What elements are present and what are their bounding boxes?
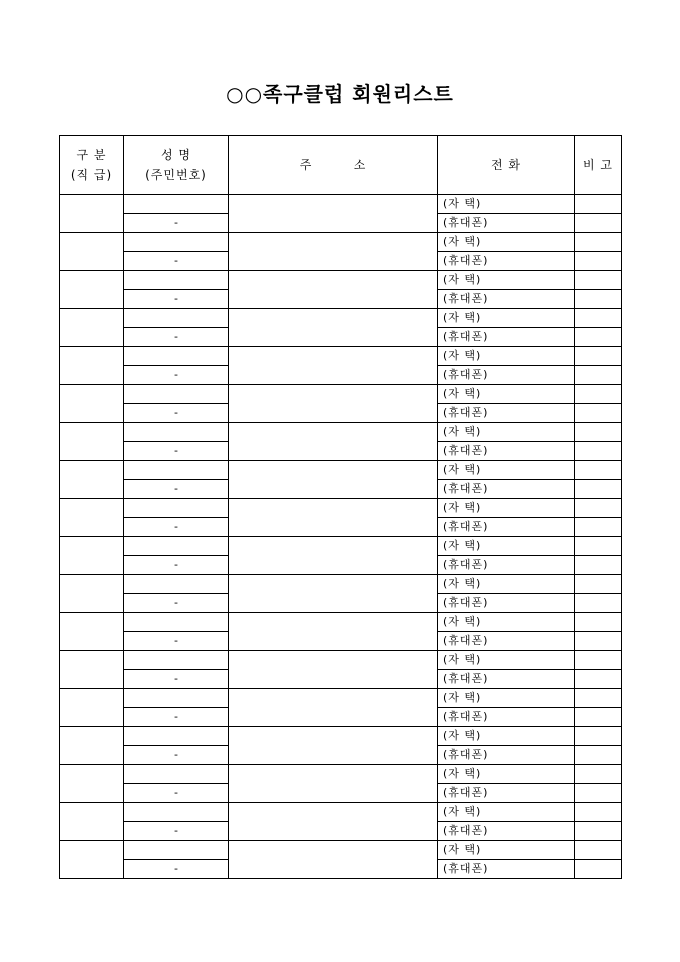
- category-cell[interactable]: [60, 195, 124, 233]
- mobile-phone-label: (휴대폰): [443, 710, 489, 723]
- note-cell-2[interactable]: [575, 328, 622, 347]
- id-number-cell[interactable]: [124, 252, 229, 271]
- member-row-home: [60, 309, 622, 328]
- mobile-phone-cell[interactable]: [438, 860, 575, 879]
- home-phone-label: (자 택): [443, 501, 482, 514]
- name-cell[interactable]: [124, 727, 229, 746]
- member-row-home: [60, 803, 622, 822]
- home-phone-label: (자 택): [443, 805, 482, 818]
- mobile-phone-label: (휴대폰): [443, 254, 489, 267]
- category-cell[interactable]: [60, 423, 124, 461]
- header-id-label: (주민번호): [145, 168, 207, 182]
- id-number-cell[interactable]: [124, 442, 229, 461]
- id-number-cell[interactable]: [124, 214, 229, 233]
- member-row-home: [60, 271, 622, 290]
- id-number-cell[interactable]: [124, 556, 229, 575]
- category-cell[interactable]: [60, 499, 124, 537]
- member-row-home: [60, 613, 622, 632]
- note-cell[interactable]: [575, 727, 622, 746]
- mobile-phone-cell[interactable]: [438, 328, 575, 347]
- id-separator: -: [174, 748, 178, 761]
- note-cell-2[interactable]: [575, 822, 622, 841]
- member-row-home: [60, 727, 622, 746]
- category-cell[interactable]: [60, 385, 124, 423]
- header-category: [60, 136, 124, 195]
- id-separator: -: [174, 330, 178, 343]
- note-cell[interactable]: [575, 347, 622, 366]
- name-cell[interactable]: [124, 841, 229, 860]
- mobile-phone-cell[interactable]: [438, 822, 575, 841]
- address-cell[interactable]: [229, 689, 438, 727]
- note-cell[interactable]: [575, 651, 622, 670]
- category-cell[interactable]: [60, 841, 124, 879]
- category-cell[interactable]: [60, 689, 124, 727]
- note-cell-2[interactable]: [575, 632, 622, 651]
- mobile-phone-cell[interactable]: [438, 594, 575, 613]
- home-phone-cell[interactable]: [438, 765, 575, 784]
- name-cell[interactable]: [124, 271, 229, 290]
- address-cell[interactable]: [229, 195, 438, 233]
- address-cell[interactable]: [229, 233, 438, 271]
- header-address: [229, 136, 438, 195]
- home-phone-cell[interactable]: [438, 575, 575, 594]
- home-phone-label: (자 택): [443, 387, 482, 400]
- header-address-label-2: 소: [353, 158, 367, 172]
- home-phone-label: (자 택): [443, 311, 482, 324]
- note-cell[interactable]: [575, 689, 622, 708]
- home-phone-label: (자 택): [443, 767, 482, 780]
- mobile-phone-cell[interactable]: [438, 556, 575, 575]
- home-phone-label: (자 택): [443, 539, 482, 552]
- category-cell[interactable]: [60, 309, 124, 347]
- home-phone-cell[interactable]: [438, 347, 575, 366]
- id-separator: -: [174, 786, 178, 799]
- id-separator: -: [174, 634, 178, 647]
- member-row-home: [60, 651, 622, 670]
- note-cell[interactable]: [575, 613, 622, 632]
- mobile-phone-cell[interactable]: [438, 404, 575, 423]
- id-separator: -: [174, 824, 178, 837]
- name-cell[interactable]: [124, 803, 229, 822]
- note-cell[interactable]: [575, 233, 622, 252]
- member-row-home: [60, 537, 622, 556]
- address-cell[interactable]: [229, 537, 438, 575]
- member-row-home: [60, 841, 622, 860]
- name-cell[interactable]: [124, 195, 229, 214]
- mobile-phone-label: (휴대폰): [443, 634, 489, 647]
- mobile-phone-cell[interactable]: [438, 784, 575, 803]
- note-cell-2[interactable]: [575, 746, 622, 765]
- address-cell[interactable]: [229, 727, 438, 765]
- home-phone-cell[interactable]: [438, 841, 575, 860]
- header-category-label: 구 분: [76, 148, 107, 162]
- id-number-cell[interactable]: [124, 632, 229, 651]
- home-phone-cell[interactable]: [438, 309, 575, 328]
- note-cell-2[interactable]: [575, 708, 622, 727]
- home-phone-cell[interactable]: [438, 233, 575, 252]
- name-cell[interactable]: [124, 613, 229, 632]
- id-number-cell[interactable]: [124, 670, 229, 689]
- category-cell[interactable]: [60, 613, 124, 651]
- note-cell[interactable]: [575, 195, 622, 214]
- category-cell[interactable]: [60, 803, 124, 841]
- note-cell-2[interactable]: [575, 252, 622, 271]
- address-cell[interactable]: [229, 613, 438, 651]
- home-phone-cell[interactable]: [438, 689, 575, 708]
- note-cell-2[interactable]: [575, 404, 622, 423]
- home-phone-label: (자 택): [443, 349, 482, 362]
- note-cell-2[interactable]: [575, 480, 622, 499]
- member-row-home: [60, 461, 622, 480]
- id-number-cell[interactable]: [124, 746, 229, 765]
- note-cell[interactable]: [575, 803, 622, 822]
- note-cell-2[interactable]: [575, 594, 622, 613]
- header-address-label-1: 주: [299, 158, 313, 172]
- home-phone-label: (자 택): [443, 615, 482, 628]
- mobile-phone-cell[interactable]: [438, 214, 575, 233]
- name-cell[interactable]: [124, 385, 229, 404]
- mobile-phone-label: (휴대폰): [443, 520, 489, 533]
- id-number-cell[interactable]: [124, 328, 229, 347]
- id-separator: -: [174, 368, 178, 381]
- mobile-phone-cell[interactable]: [438, 290, 575, 309]
- address-cell[interactable]: [229, 499, 438, 537]
- mobile-phone-label: (휴대폰): [443, 824, 489, 837]
- header-phone: 전 화: [438, 136, 575, 195]
- mobile-phone-cell[interactable]: [438, 442, 575, 461]
- home-phone-cell[interactable]: [438, 385, 575, 404]
- header-name: [124, 136, 229, 195]
- mobile-phone-cell[interactable]: [438, 708, 575, 727]
- category-cell[interactable]: [60, 271, 124, 309]
- name-cell[interactable]: [124, 461, 229, 480]
- mobile-phone-label: (휴대폰): [443, 482, 489, 495]
- home-phone-cell[interactable]: [438, 727, 575, 746]
- note-cell[interactable]: [575, 765, 622, 784]
- note-cell-2[interactable]: [575, 784, 622, 803]
- id-separator: -: [174, 710, 178, 723]
- home-phone-cell[interactable]: [438, 423, 575, 442]
- id-number-cell[interactable]: [124, 594, 229, 613]
- mobile-phone-label: (휴대폰): [443, 862, 489, 875]
- category-cell[interactable]: [60, 651, 124, 689]
- home-phone-cell[interactable]: [438, 271, 575, 290]
- home-phone-label: (자 택): [443, 273, 482, 286]
- member-row-home: [60, 765, 622, 784]
- home-phone-label: (자 택): [443, 691, 482, 704]
- mobile-phone-label: (휴대폰): [443, 216, 489, 229]
- member-row-home: [60, 499, 622, 518]
- mobile-phone-cell[interactable]: [438, 480, 575, 499]
- address-cell[interactable]: [229, 385, 438, 423]
- id-separator: -: [174, 444, 178, 457]
- mobile-phone-label: (휴대폰): [443, 292, 489, 305]
- mobile-phone-label: (휴대폰): [443, 558, 489, 571]
- home-phone-cell[interactable]: [438, 461, 575, 480]
- note-cell-2[interactable]: [575, 214, 622, 233]
- page-title: ○○족구클럽 회원리스트: [226, 82, 454, 106]
- mobile-phone-cell[interactable]: [438, 746, 575, 765]
- id-separator: -: [174, 292, 178, 305]
- home-phone-label: (자 택): [443, 425, 482, 438]
- category-cell[interactable]: [60, 347, 124, 385]
- mobile-phone-label: (휴대폰): [443, 368, 489, 381]
- address-cell[interactable]: [229, 271, 438, 309]
- note-cell[interactable]: [575, 423, 622, 442]
- id-number-cell[interactable]: [124, 518, 229, 537]
- id-number-cell[interactable]: [124, 860, 229, 879]
- mobile-phone-label: (휴대폰): [443, 786, 489, 799]
- note-cell[interactable]: [575, 499, 622, 518]
- address-cell[interactable]: [229, 347, 438, 385]
- header-row: [60, 136, 622, 195]
- mobile-phone-label: (휴대폰): [443, 596, 489, 609]
- member-row-home: [60, 575, 622, 594]
- category-cell[interactable]: [60, 461, 124, 499]
- id-number-cell[interactable]: [124, 290, 229, 309]
- note-cell[interactable]: [575, 575, 622, 594]
- note-cell-2[interactable]: [575, 290, 622, 309]
- note-cell-2[interactable]: [575, 366, 622, 385]
- category-cell[interactable]: [60, 537, 124, 575]
- note-cell[interactable]: [575, 385, 622, 404]
- home-phone-label: (자 택): [443, 577, 482, 590]
- member-row-home: [60, 347, 622, 366]
- mobile-phone-label: (휴대폰): [443, 672, 489, 685]
- id-number-cell[interactable]: [124, 784, 229, 803]
- name-cell[interactable]: [124, 309, 229, 328]
- mobile-phone-label: (휴대폰): [443, 406, 489, 419]
- id-separator: -: [174, 862, 178, 875]
- header-name-label: 성 명: [161, 148, 191, 162]
- member-row-home: [60, 423, 622, 442]
- id-number-cell[interactable]: [124, 822, 229, 841]
- note-cell-2[interactable]: [575, 556, 622, 575]
- id-number-cell[interactable]: [124, 366, 229, 385]
- note-cell-2[interactable]: [575, 442, 622, 461]
- note-cell[interactable]: [575, 841, 622, 860]
- member-table: [59, 135, 622, 879]
- address-cell[interactable]: [229, 803, 438, 841]
- mobile-phone-cell[interactable]: [438, 632, 575, 651]
- mobile-phone-label: (휴대폰): [443, 444, 489, 457]
- id-separator: -: [174, 596, 178, 609]
- id-number-cell[interactable]: [124, 708, 229, 727]
- category-cell[interactable]: [60, 575, 124, 613]
- name-cell[interactable]: [124, 689, 229, 708]
- header-rank-label: (직 급): [70, 168, 113, 182]
- category-cell[interactable]: [60, 727, 124, 765]
- category-cell[interactable]: [60, 765, 124, 803]
- name-cell[interactable]: [124, 499, 229, 518]
- note-cell[interactable]: [575, 537, 622, 556]
- category-cell[interactable]: [60, 233, 124, 271]
- mobile-phone-label: (휴대폰): [443, 748, 489, 761]
- address-cell[interactable]: [229, 651, 438, 689]
- name-cell[interactable]: [124, 575, 229, 594]
- id-number-cell[interactable]: [124, 480, 229, 499]
- mobile-phone-cell[interactable]: [438, 670, 575, 689]
- note-cell[interactable]: [575, 461, 622, 480]
- id-separator: -: [174, 558, 178, 571]
- note-cell-2[interactable]: [575, 860, 622, 879]
- home-phone-cell[interactable]: [438, 195, 575, 214]
- member-row-home: [60, 385, 622, 404]
- mobile-phone-cell[interactable]: [438, 252, 575, 271]
- member-row-home: [60, 195, 622, 214]
- home-phone-label: (자 택): [443, 235, 482, 248]
- home-phone-cell[interactable]: [438, 613, 575, 632]
- note-cell[interactable]: [575, 309, 622, 328]
- home-phone-label: (자 택): [443, 463, 482, 476]
- member-row-home: [60, 689, 622, 708]
- home-phone-cell[interactable]: [438, 803, 575, 822]
- home-phone-label: (자 택): [443, 197, 482, 210]
- name-cell[interactable]: [124, 423, 229, 442]
- name-cell[interactable]: [124, 651, 229, 670]
- header-note: 비 고: [575, 136, 622, 195]
- id-separator: -: [174, 216, 178, 229]
- mobile-phone-cell[interactable]: [438, 518, 575, 537]
- note-cell-2[interactable]: [575, 518, 622, 537]
- home-phone-cell[interactable]: [438, 499, 575, 518]
- member-row-home: [60, 233, 622, 252]
- name-cell[interactable]: [124, 537, 229, 556]
- id-number-cell[interactable]: [124, 404, 229, 423]
- note-cell-2[interactable]: [575, 670, 622, 689]
- address-cell[interactable]: [229, 423, 438, 461]
- name-cell[interactable]: [124, 233, 229, 252]
- home-phone-label: (자 택): [443, 729, 482, 742]
- id-separator: -: [174, 254, 178, 267]
- address-cell[interactable]: [229, 461, 438, 499]
- id-separator: -: [174, 672, 178, 685]
- home-phone-cell[interactable]: [438, 651, 575, 670]
- address-cell[interactable]: [229, 575, 438, 613]
- address-cell[interactable]: [229, 309, 438, 347]
- mobile-phone-label: (휴대폰): [443, 330, 489, 343]
- id-separator: -: [174, 482, 178, 495]
- address-cell[interactable]: [229, 841, 438, 879]
- name-cell[interactable]: [124, 765, 229, 784]
- name-cell[interactable]: [124, 347, 229, 366]
- note-cell[interactable]: [575, 271, 622, 290]
- id-separator: -: [174, 406, 178, 419]
- address-cell[interactable]: [229, 765, 438, 803]
- mobile-phone-cell[interactable]: [438, 366, 575, 385]
- home-phone-label: (자 택): [443, 843, 482, 856]
- home-phone-cell[interactable]: [438, 537, 575, 556]
- id-separator: -: [174, 520, 178, 533]
- home-phone-label: (자 택): [443, 653, 482, 666]
